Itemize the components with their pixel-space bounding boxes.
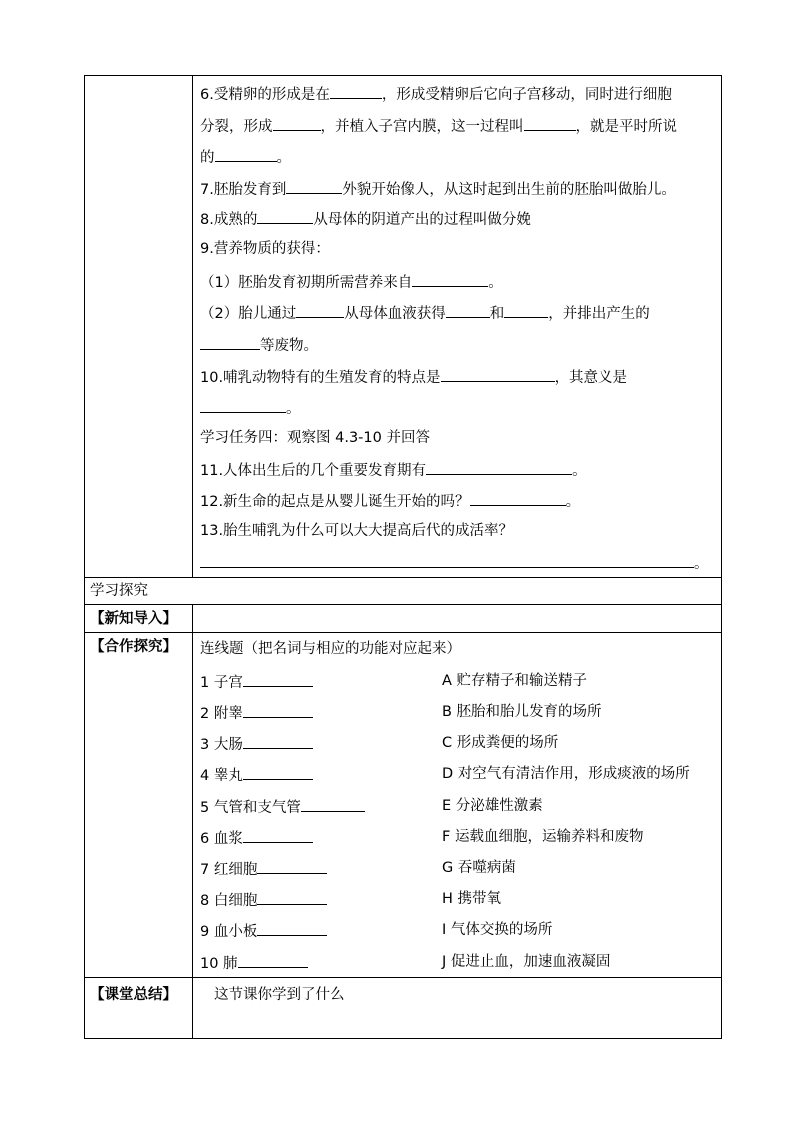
match-right-c: C 形成粪便的场所 [442,735,559,751]
q11-line: 11.人体出生后的几个重要发育期有 。 [200,459,587,481]
match-right-b: B 胚胎和胎儿发育的场所 [442,704,602,720]
row-divider-explore [84,577,722,578]
q9-title: 9.营养物质的获得： [200,241,330,257]
match-blank-8[interactable] [257,889,327,905]
match-right-d: D 对空气有清洁作用，形成痰液的场所 [442,766,690,782]
q9-sub1: （1）胚胎发育初期所需营养来自 。 [200,271,503,293]
match-right-f: F 运载血细胞，运输养料和废物 [442,829,644,845]
match-blank-5[interactable] [301,796,365,812]
match-left-9: 9 血小板 [200,920,327,942]
summary-prompt: 这节课你学到了什么 [214,987,345,1003]
column-divider-top [192,75,193,577]
q7-blank[interactable] [286,178,342,194]
q6-blank-4[interactable] [215,146,277,162]
q9-blank-2[interactable] [296,302,344,318]
match-blank-10[interactable] [238,952,308,968]
q6-line1: 6.受精卵的形成是在 ，形成受精卵后它向子宫移动，同时进行细胞 [200,83,672,105]
q9-blank-4[interactable] [504,302,548,318]
match-left-3: 3 大肠 [200,733,313,755]
q6-line2: 分裂，形成 ，并植入子宫内膜，这一过程叫 ，就是平时所说 [200,115,677,137]
column-divider-bottom [192,604,193,1039]
match-left-6: 6 血浆 [200,827,313,849]
section-new-intro: 【新知导入】 [90,611,177,627]
match-right-j: J 促进止血，加速血液凝固 [442,954,611,970]
q13-question: 13.胎生哺乳为什么可以大大提高后代的成活率？ [200,523,514,539]
q8-blank[interactable] [257,208,313,224]
match-blank-2[interactable] [243,702,313,718]
q10-blank-1[interactable] [441,366,555,382]
table-left-border [84,75,85,1039]
match-left-5: 5 气管和支气管 [200,796,365,818]
match-left-8: 8 白细胞 [200,889,327,911]
section-explore: 学习探究 [90,583,148,599]
table-top-border [84,75,722,76]
match-right-i: I 气体交换的场所 [442,922,553,938]
match-blank-1[interactable] [243,671,313,687]
q13-answer-line: 。 [200,552,709,574]
q6-blank-2[interactable] [273,115,321,131]
q10-blank-2[interactable] [200,397,286,413]
q9-blank-3[interactable] [446,302,490,318]
match-blank-7[interactable] [257,858,327,874]
q12-blank[interactable] [470,490,566,506]
q6-blank-1[interactable] [330,83,382,99]
q6-line3: 的 。 [200,146,291,168]
q9-sub2: （2）胎儿通过 从母体血液获得 和 ，并排出产生的 [200,302,650,324]
match-right-e: E 分泌雄性激素 [442,798,543,814]
row-divider-summary [84,977,722,978]
match-blank-9[interactable] [257,920,327,936]
table-right-border [721,75,722,1039]
match-blank-3[interactable] [243,733,313,749]
task4-heading: 学习任务四：观察图 4.3-10 并回答 [200,430,430,446]
row-divider-coop [84,632,722,633]
q9-sub3: 等废物。 [200,334,318,356]
row-divider-new-intro [84,604,722,605]
q9-blank-5[interactable] [200,334,260,350]
q8-line: 8.成熟的 从母体的阴道产出的过程叫做分娩 [200,208,531,230]
q7-line: 7.胚胎发育到 外貌开始像人，从这时起到出生前的胚胎叫做胎儿。 [200,178,676,200]
section-summary: 【课堂总结】 [90,987,177,1003]
match-blank-4[interactable] [243,764,313,780]
match-left-1: 1 子宫 [200,671,313,693]
q13-blank[interactable] [200,552,694,568]
match-left-7: 7 红细胞 [200,858,327,880]
q12-line: 12.新生命的起点是从婴儿诞生开始的吗？ 。 [200,490,580,512]
q6-blank-3[interactable] [524,115,576,131]
match-right-g: G 吞噬病菌 [442,860,516,876]
q10-line2: 。 [200,397,301,419]
match-right-h: H 携带氧 [442,891,502,907]
section-coop: 【合作探究】 [90,639,177,655]
match-left-4: 4 睾丸 [200,764,313,786]
table-bottom-border [84,1038,722,1039]
q9-blank-1[interactable] [412,271,488,287]
matching-instruction: 连线题（把名词与相应的功能对应起来） [200,641,461,657]
match-left-2: 2 附睾 [200,702,313,724]
q10-line1: 10.哺乳动物特有的生殖发育的特点是 ，其意义是 [200,366,627,388]
match-left-10: 10 肺 [200,952,308,974]
match-blank-6[interactable] [243,827,313,843]
q11-blank[interactable] [426,459,572,475]
match-right-a: A 贮存精子和输送精子 [442,673,588,689]
